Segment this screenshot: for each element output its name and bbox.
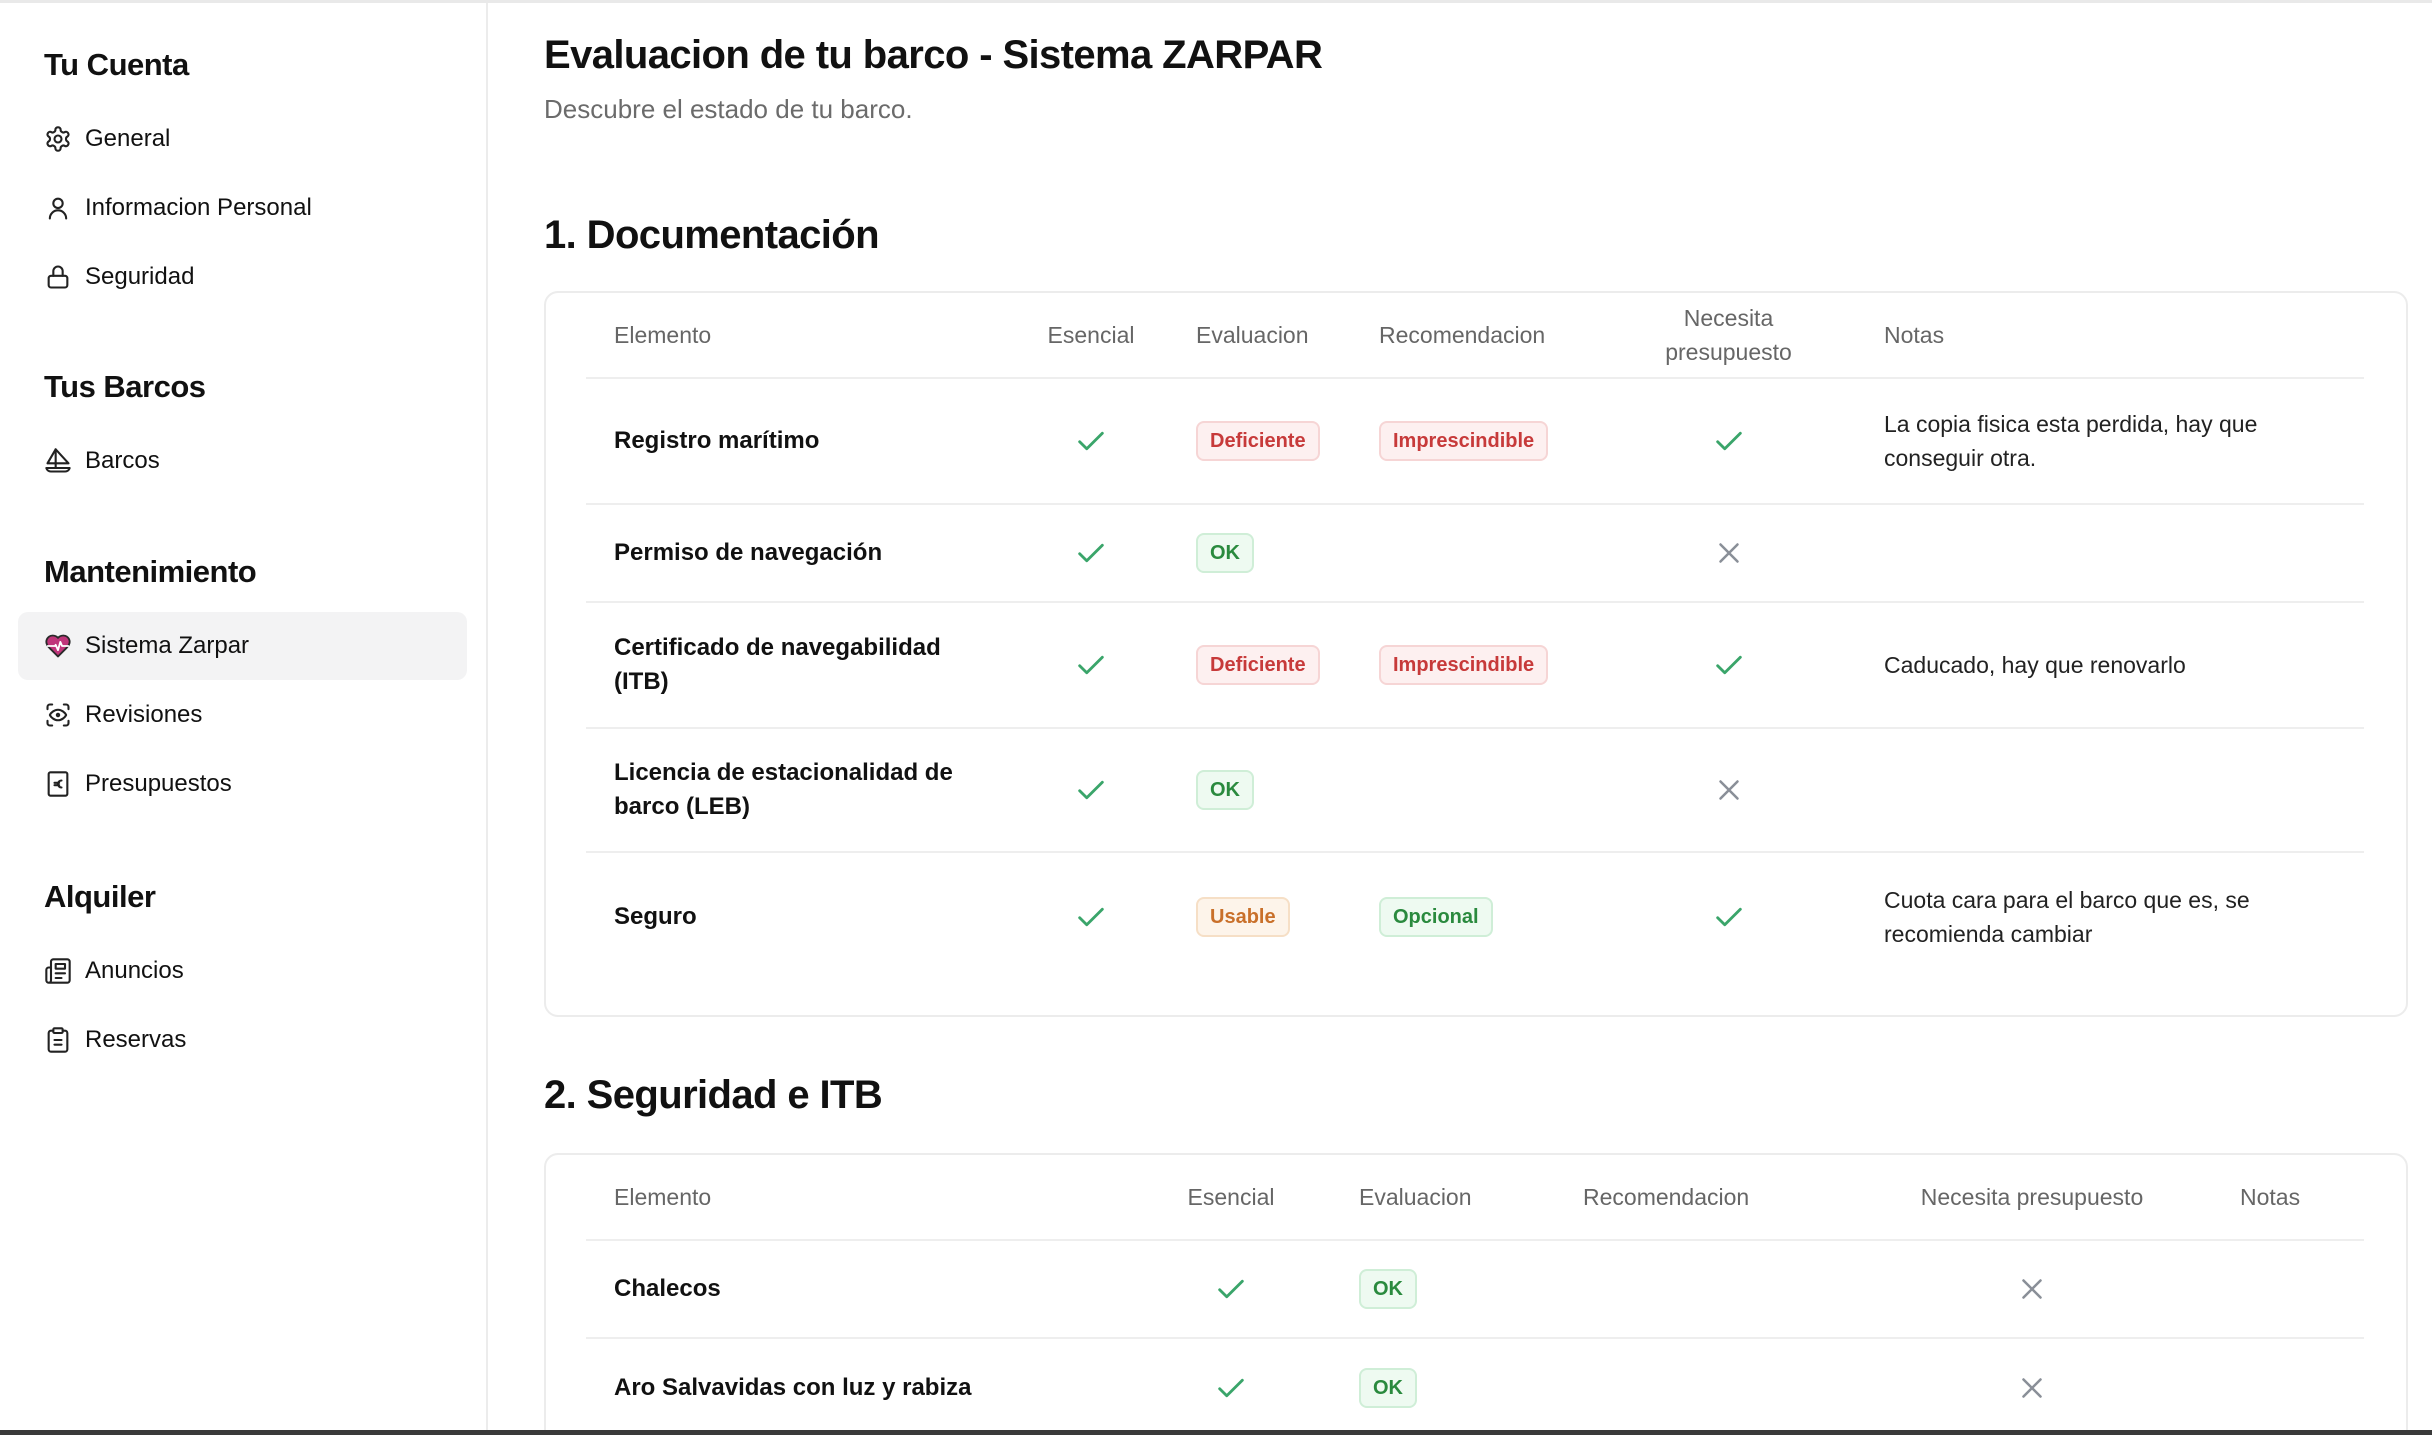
row-element-name: Permiso de navegación [614, 539, 883, 566]
evaluation-table-documentacion [544, 291, 2408, 1017]
bottom-border [0, 1430, 2432, 1435]
table-header-row [586, 1155, 2364, 1241]
row-element-name: Certificado de navegabilidad (ITB) [614, 634, 941, 695]
sidebar-section-title: Alquiler [44, 879, 156, 914]
sidebar [0, 3, 488, 1430]
sidebar-item-sistema-zarpar[interactable] [18, 612, 467, 680]
section-title: 2. Seguridad e ITB [544, 1073, 883, 1117]
newspaper-icon [44, 957, 72, 985]
main-content [490, 3, 2432, 1430]
page-subtitle: Descubre el estado de tu barco. [544, 94, 913, 124]
sidebar-item-barcos[interactable] [18, 427, 467, 495]
recommendation-empty [1379, 729, 1599, 851]
row-element-name: Seguro [614, 903, 697, 930]
check-icon [1636, 603, 1821, 727]
check-icon [1156, 1339, 1306, 1435]
check-icon [1016, 603, 1166, 727]
sidebar-item-reservas[interactable] [18, 1006, 467, 1074]
check-icon [1016, 505, 1166, 601]
column-header-elemento: Elemento [614, 1183, 712, 1210]
sidebar-item-label: Informacion Personal [85, 194, 312, 221]
sidebar-item-label: Sistema Zarpar [85, 632, 250, 659]
x-icon [1882, 1241, 2182, 1337]
sidebar-item-label: Reservas [85, 1026, 187, 1053]
row-note: Cuota cara para el barco que es, se recomienda cambiar [1884, 887, 2250, 947]
column-header-necesita-presupuesto: Necesita presupuesto [1920, 1184, 2144, 1210]
recommendation-badge: Imprescindible [1379, 645, 1548, 685]
sidebar-item-label: Seguridad [85, 263, 195, 290]
check-icon [1156, 1241, 1306, 1337]
check-icon [1016, 853, 1166, 981]
recommendation-empty [1583, 1339, 1833, 1435]
sidebar-item-label: Presupuestos [85, 770, 232, 797]
recommendation-empty [1583, 1241, 1833, 1337]
x-icon [1636, 729, 1821, 851]
sidebar-item-anuncios[interactable] [18, 937, 467, 1005]
check-icon [1636, 379, 1821, 503]
sidebar-item-revisiones[interactable] [18, 681, 467, 749]
row-note [2240, 1339, 2350, 1435]
evaluation-badge: Usable [1196, 897, 1290, 937]
sidebar-item-label: General [85, 125, 171, 152]
evaluation-badge: Deficiente [1196, 645, 1320, 685]
check-icon [1016, 379, 1166, 503]
recommendation-badge: Opcional [1379, 897, 1493, 937]
recommendation-badge: Imprescindible [1379, 421, 1548, 461]
check-icon [1636, 853, 1821, 981]
table-row [586, 853, 2364, 981]
check-icon [1016, 729, 1166, 851]
column-header-notas: Notas [1884, 321, 1945, 348]
evaluation-badge: OK [1196, 770, 1254, 810]
row-note [2240, 1241, 2350, 1337]
row-element-name: Licencia de estacionalidad de barco (LEB) [614, 759, 953, 820]
table-row [586, 1339, 2364, 1435]
clipboard-icon [44, 1026, 72, 1054]
row-note: La copia fisica esta perdida, hay que conseguir otra. [1884, 411, 2258, 471]
sidebar-item-label: Barcos [85, 447, 160, 474]
column-header-necesita-presupuesto: Necesita presupuesto [1665, 305, 1792, 365]
table-row [586, 1241, 2364, 1339]
column-header-notas: Notas [2240, 1183, 2301, 1210]
column-header-esencial: Esencial [1187, 1184, 1275, 1210]
sidebar-section-title: Mantenimiento [44, 554, 257, 589]
user-icon [44, 194, 72, 222]
x-icon [1882, 1339, 2182, 1435]
row-note: Caducado, hay que renovarlo [1884, 652, 2186, 678]
column-header-evaluacion: Evaluacion [1196, 321, 1309, 348]
table-row [586, 505, 2364, 603]
sidebar-item-label: Anuncios [85, 957, 184, 984]
table-row [586, 729, 2364, 853]
row-element-name: Chalecos [614, 1275, 721, 1302]
sidebar-section-title: Tus Barcos [44, 369, 206, 404]
evaluation-badge: OK [1196, 533, 1254, 573]
row-element-name: Registro marítimo [614, 427, 820, 454]
evaluation-badge: Deficiente [1196, 421, 1320, 461]
table-row [586, 603, 2364, 729]
sidebar-item-informacion-personal[interactable] [18, 174, 467, 242]
gear-icon [44, 125, 72, 153]
sidebar-section-title: Tu Cuenta [44, 47, 189, 82]
row-element-name: Aro Salvavidas con luz y rabiza [614, 1374, 972, 1401]
column-header-recomendacion: Recomendacion [1379, 321, 1546, 348]
column-header-evaluacion: Evaluacion [1359, 1183, 1472, 1210]
sidebar-item-presupuestos[interactable] [18, 750, 467, 818]
sidebar-item-general[interactable] [18, 105, 467, 173]
column-header-esencial: Esencial [1047, 322, 1135, 348]
sidebar-item-seguridad[interactable] [18, 243, 467, 311]
table-row [586, 379, 2364, 505]
lock-icon [44, 263, 72, 291]
sailboat-icon [44, 447, 72, 475]
x-icon [1636, 505, 1821, 601]
recommendation-empty [1379, 505, 1599, 601]
scan-eye-icon [44, 701, 72, 729]
table-header-row [586, 293, 2364, 379]
column-header-recomendacion: Recomendacion [1583, 1183, 1750, 1210]
row-note [1884, 505, 2324, 601]
evaluation-badge: OK [1359, 1368, 1417, 1408]
page-title: Evaluacion de tu barco - Sistema ZARPAR [544, 33, 1323, 77]
evaluation-badge: OK [1359, 1269, 1417, 1309]
sidebar-item-label: Revisiones [85, 701, 203, 728]
column-header-elemento: Elemento [614, 321, 712, 348]
heart-pulse-icon [44, 632, 72, 660]
evaluation-table-seguridad-itb [544, 1153, 2408, 1435]
row-note [1884, 729, 2324, 851]
receipt-euro-icon [44, 770, 72, 798]
section-title: 1. Documentación [544, 213, 879, 257]
